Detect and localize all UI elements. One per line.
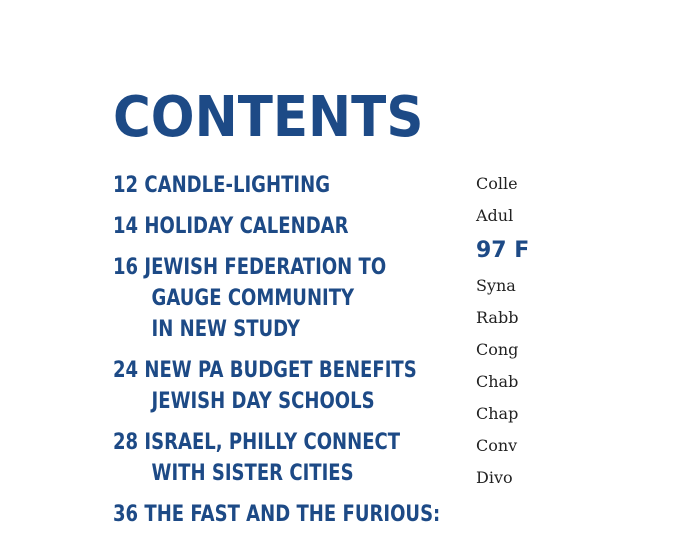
toc-line: 16 JEWISH FEDERATION TO bbox=[113, 255, 387, 280]
toc-entry-holiday-calendar[interactable] bbox=[113, 211, 392, 242]
toc-line: 28 ISRAEL, PHILLY CONNECT bbox=[113, 430, 401, 455]
toc-line: 14 HOLIDAY CALENDAR bbox=[113, 214, 349, 239]
toc-line: 36 THE FAST AND THE FURIOUS: bbox=[113, 502, 441, 527]
toc-entry-sister-cities[interactable] bbox=[113, 427, 401, 489]
directory-item: Conv bbox=[476, 436, 518, 455]
directory-item: Colle bbox=[476, 174, 518, 193]
directory-item: Chab bbox=[476, 372, 519, 391]
directory-item: Cong bbox=[476, 340, 519, 359]
directory-section-heading: 97 F bbox=[476, 238, 530, 263]
directory-column bbox=[476, 168, 676, 494]
directory-item: Divo bbox=[476, 468, 513, 487]
directory-item: Syna bbox=[476, 276, 516, 295]
directory-item: Chap bbox=[476, 404, 519, 423]
directory-item: Adul bbox=[476, 206, 514, 225]
toc-line: GAUGE COMMUNITY bbox=[151, 286, 355, 311]
contents-title: CONTENTS bbox=[113, 85, 424, 150]
table-of-contents bbox=[113, 170, 453, 540]
toc-line: JEWISH DAY SCHOOLS bbox=[151, 389, 375, 414]
directory-item: Rabb bbox=[476, 308, 519, 327]
toc-line: 12 CANDLE-LIGHTING bbox=[113, 173, 331, 198]
toc-entry-fast-and-furious[interactable] bbox=[113, 499, 441, 530]
toc-line: 24 NEW PA BUDGET BENEFITS bbox=[113, 358, 417, 383]
toc-entry-candle-lighting[interactable] bbox=[113, 170, 392, 201]
toc-entry-pa-budget[interactable] bbox=[113, 355, 417, 417]
toc-entry-jewish-federation[interactable] bbox=[113, 252, 392, 345]
toc-line: WITH SISTER CITIES bbox=[151, 461, 354, 486]
toc-line: IN NEW STUDY bbox=[151, 317, 300, 342]
